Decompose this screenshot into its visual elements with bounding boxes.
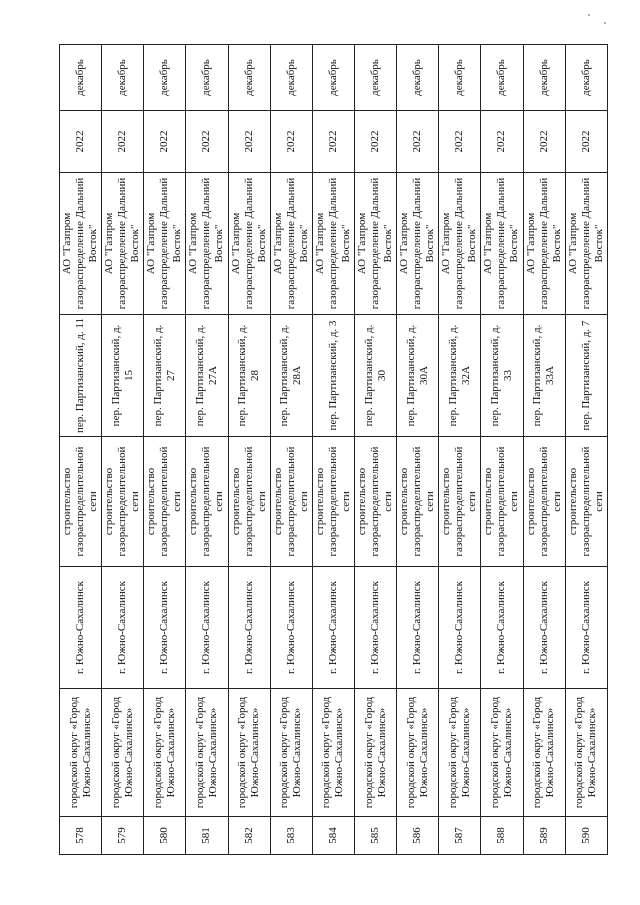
district-cell: городской округ «Город Южно-Сахалинск» <box>481 689 523 817</box>
district-cell: городской округ «Город Южно-Сахалинск» <box>102 689 144 817</box>
locality-cell: г. Южно-Сахалинск <box>481 567 523 689</box>
district-cell: городской округ «Город Южно-Сахалинск» <box>312 689 354 817</box>
district-cell: городской округ «Город Южно-Сахалинск» <box>144 689 186 817</box>
year-cell: 2022 <box>270 111 312 173</box>
table-row <box>186 45 228 855</box>
table-row <box>102 45 144 855</box>
work-type-cell: строительство газораспределительной сети <box>523 437 565 567</box>
table-row <box>523 45 565 855</box>
locality-cell: г. Южно-Сахалинск <box>439 567 481 689</box>
row-number-cell: 580 <box>144 817 186 855</box>
month-cell: декабрь <box>186 45 228 111</box>
year-cell: 2022 <box>228 111 270 173</box>
table-row <box>270 45 312 855</box>
year-cell: 2022 <box>397 111 439 173</box>
table-row <box>60 45 102 855</box>
locality-cell: г. Южно-Сахалинск <box>354 567 396 689</box>
year-cell: 2022 <box>60 111 102 173</box>
work-type-cell: строительство газораспределительной сети <box>270 437 312 567</box>
company-cell: АО "Газпром газораспределение Дальний Восток" <box>312 173 354 315</box>
row-number-cell: 581 <box>186 817 228 855</box>
district-cell: городской округ «Город Южно-Сахалинск» <box>523 689 565 817</box>
locality-cell: г. Южно-Сахалинск <box>312 567 354 689</box>
table-row <box>312 45 354 855</box>
month-cell: декабрь <box>312 45 354 111</box>
company-cell: АО "Газпром газораспределение Дальний Восток" <box>60 173 102 315</box>
district-cell: городской округ «Город Южно-Сахалинск» <box>186 689 228 817</box>
work-type-cell: строительство газораспределительной сети <box>565 437 607 567</box>
locality-cell: г. Южно-Сахалинск <box>144 567 186 689</box>
scan-speck <box>604 22 606 24</box>
work-type-cell: строительство газораспределительной сети <box>354 437 396 567</box>
month-cell: декабрь <box>144 45 186 111</box>
work-type-cell: строительство газораспределительной сети <box>439 437 481 567</box>
table-row <box>565 45 607 855</box>
table-row <box>354 45 396 855</box>
table-row <box>144 45 186 855</box>
works-table <box>59 44 608 855</box>
table-row <box>439 45 481 855</box>
scan-speck <box>588 14 590 16</box>
year-cell: 2022 <box>186 111 228 173</box>
address-cell: пер. Партизанский, д. 15 <box>102 315 144 437</box>
address-cell: пер. Партизанский, д. 3 <box>312 315 354 437</box>
district-cell: городской округ «Город Южно-Сахалинск» <box>439 689 481 817</box>
district-cell: городской округ «Город Южно-Сахалинск» <box>270 689 312 817</box>
address-cell: пер. Партизанский, д. 32А <box>439 315 481 437</box>
locality-cell: г. Южно-Сахалинск <box>186 567 228 689</box>
row-number-cell: 583 <box>270 817 312 855</box>
locality-cell: г. Южно-Сахалинск <box>565 567 607 689</box>
month-cell: декабрь <box>481 45 523 111</box>
company-cell: АО "Газпром газораспределение Дальний Восток" <box>565 173 607 315</box>
row-number-cell: 582 <box>228 817 270 855</box>
company-cell: АО "Газпром газораспределение Дальний Восток" <box>186 173 228 315</box>
month-cell: декабрь <box>523 45 565 111</box>
district-cell: городской округ «Город Южно-Сахалинск» <box>354 689 396 817</box>
row-number-cell: 586 <box>397 817 439 855</box>
address-cell: пер. Партизанский, д. 28 <box>228 315 270 437</box>
district-cell: городской округ «Город Южно-Сахалинск» <box>60 689 102 817</box>
company-cell: АО "Газпром газораспределение Дальний Восток" <box>144 173 186 315</box>
table-body <box>60 45 608 855</box>
address-cell: пер. Партизанский, д. 27А <box>186 315 228 437</box>
row-number-cell: 585 <box>354 817 396 855</box>
locality-cell: г. Южно-Сахалинск <box>60 567 102 689</box>
row-number-cell: 584 <box>312 817 354 855</box>
row-number-cell: 590 <box>565 817 607 855</box>
company-cell: АО "Газпром газораспределение Дальний Восток" <box>439 173 481 315</box>
company-cell: АО "Газпром газораспределение Дальний Восток" <box>270 173 312 315</box>
work-type-cell: строительство газораспределительной сети <box>397 437 439 567</box>
year-cell: 2022 <box>144 111 186 173</box>
year-cell: 2022 <box>481 111 523 173</box>
row-number-cell: 587 <box>439 817 481 855</box>
month-cell: декабрь <box>228 45 270 111</box>
year-cell: 2022 <box>354 111 396 173</box>
company-cell: АО "Газпром газораспределение Дальний Восток" <box>354 173 396 315</box>
year-cell: 2022 <box>312 111 354 173</box>
table-row <box>481 45 523 855</box>
locality-cell: г. Южно-Сахалинск <box>270 567 312 689</box>
address-cell: пер. Партизанский, д. 11 <box>60 315 102 437</box>
locality-cell: г. Южно-Сахалинск <box>102 567 144 689</box>
table-row <box>397 45 439 855</box>
locality-cell: г. Южно-Сахалинск <box>397 567 439 689</box>
month-cell: декабрь <box>565 45 607 111</box>
work-type-cell: строительство газораспределительной сети <box>481 437 523 567</box>
row-number-cell: 579 <box>102 817 144 855</box>
year-cell: 2022 <box>439 111 481 173</box>
address-cell: пер. Партизанский, д. 33А <box>523 315 565 437</box>
locality-cell: г. Южно-Сахалинск <box>523 567 565 689</box>
work-type-cell: строительство газораспределительной сети <box>102 437 144 567</box>
company-cell: АО "Газпром газораспределение Дальний Восток" <box>481 173 523 315</box>
month-cell: декабрь <box>102 45 144 111</box>
address-cell: пер. Партизанский, д. 7 <box>565 315 607 437</box>
address-cell: пер. Партизанский, д. 33 <box>481 315 523 437</box>
year-cell: 2022 <box>102 111 144 173</box>
table-row <box>228 45 270 855</box>
work-type-cell: строительство газораспределительной сети <box>312 437 354 567</box>
work-type-cell: строительство газораспределительной сети <box>186 437 228 567</box>
company-cell: АО "Газпром газораспределение Дальний Восток" <box>397 173 439 315</box>
rotated-table-wrapper <box>59 45 608 855</box>
month-cell: декабрь <box>60 45 102 111</box>
row-number-cell: 578 <box>60 817 102 855</box>
month-cell: декабрь <box>354 45 396 111</box>
month-cell: декабрь <box>439 45 481 111</box>
address-cell: пер. Партизанский, д. 30А <box>397 315 439 437</box>
locality-cell: г. Южно-Сахалинск <box>228 567 270 689</box>
address-cell: пер. Партизанский, д. 30 <box>354 315 396 437</box>
district-cell: городской округ «Город Южно-Сахалинск» <box>228 689 270 817</box>
work-type-cell: строительство газораспределительной сети <box>60 437 102 567</box>
month-cell: декабрь <box>270 45 312 111</box>
company-cell: АО "Газпром газораспределение Дальний Восток" <box>523 173 565 315</box>
year-cell: 2022 <box>523 111 565 173</box>
company-cell: АО "Газпром газораспределение Дальний Восток" <box>228 173 270 315</box>
company-cell: АО "Газпром газораспределение Дальний Восток" <box>102 173 144 315</box>
district-cell: городской округ «Город Южно-Сахалинск» <box>397 689 439 817</box>
address-cell: пер. Партизанский, д. 27 <box>144 315 186 437</box>
row-number-cell: 588 <box>481 817 523 855</box>
work-type-cell: строительство газораспределительной сети <box>144 437 186 567</box>
district-cell: городской округ «Город Южно-Сахалинск» <box>565 689 607 817</box>
row-number-cell: 589 <box>523 817 565 855</box>
work-type-cell: строительство газораспределительной сети <box>228 437 270 567</box>
year-cell: 2022 <box>565 111 607 173</box>
month-cell: декабрь <box>397 45 439 111</box>
address-cell: пер. Партизанский, д. 28А <box>270 315 312 437</box>
